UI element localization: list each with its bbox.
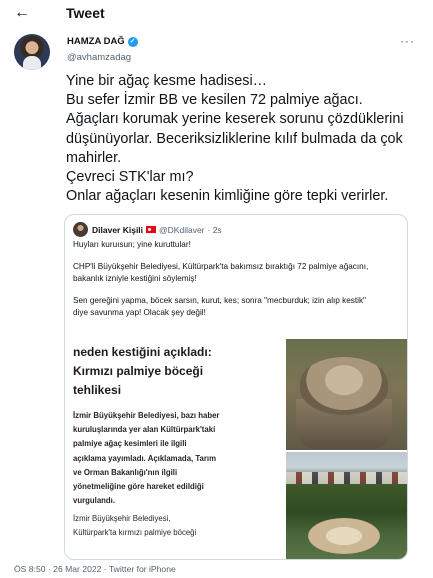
tweet-header xyxy=(0,0,433,26)
news-lead-line: kuruluşlarında yer alan Kültürpark'taki xyxy=(73,425,216,435)
stump-photo-top[interactable] xyxy=(286,339,408,450)
tweet-line: Çevreci STK'lar mı? xyxy=(66,168,194,185)
news-lead-line: ve Orman Bakanlığı'nın ilgili xyxy=(73,467,178,477)
parked-cars xyxy=(286,472,408,484)
page-title: Tweet xyxy=(66,5,105,21)
author-handle[interactable]: @avhamzadag xyxy=(67,52,132,63)
news-headline-line: tehlikesi xyxy=(73,383,122,397)
tweet-line: mahirler. xyxy=(66,149,122,166)
tweet-text xyxy=(66,72,426,206)
quoted-paragraph: Sen gereğini yapma, böcek sarsın, kurut, kes; sonra "mecburduk; izin alıp kestik" diye savunma yap! Olacak şey değil! xyxy=(73,296,366,317)
more-icon[interactable]: ··· xyxy=(400,34,415,48)
news-lead-line: yönetmeliğine göre hareket edildiği xyxy=(73,482,204,492)
news-lead-line: palmiye ağaç kesimleri ile ilgili xyxy=(73,439,187,449)
avatar[interactable] xyxy=(14,34,50,70)
quoted-tweet[interactable] xyxy=(64,214,408,560)
tweet-line: Onlar ağaçları kesenin kimliğine göre tepki verirler. xyxy=(66,188,389,205)
author-name[interactable] xyxy=(67,36,287,47)
quoted-tweet-text xyxy=(73,239,401,329)
news-lead-line: İzmir Büyükşehir Belediyesi, bazı haber xyxy=(73,411,220,420)
stump-cut-surface xyxy=(308,518,380,554)
news-body xyxy=(73,512,284,539)
news-headline-line: neden kestiğini açıkladı: xyxy=(73,345,212,359)
quoted-author-name[interactable]: Dilaver Kişili xyxy=(92,224,144,235)
tweet-line: Ağaçları korumak yerine keserek sorunu çözdüklerini xyxy=(66,111,404,128)
stump-photo-bottom[interactable] xyxy=(286,452,408,560)
tweet-author[interactable] xyxy=(14,34,136,70)
news-lead-line: açıklama yayımladı. Açıklamada, Tarım xyxy=(73,453,217,463)
quoted-paragraph: CHP'li Büyükşehir Belediyesi, Kültürpark'ta bakımsız bıraktığı 72 palmiye ağacını, bakanlık izniyle kestiğini söylemiş! xyxy=(73,262,369,283)
news-body-line: İzmir Büyükşehir Belediyesi, xyxy=(73,514,171,524)
tweet-line: düşünüyorlar. Beceriksizliklerine kılıf bulmada da çok xyxy=(66,130,403,147)
news-headline-line: Kırmızı palmiye böceği xyxy=(73,364,204,378)
arrow-left-icon[interactable]: ← xyxy=(14,4,30,21)
news-body-line: Kültürpark'ta kırmızı palmiye böceği xyxy=(73,528,197,538)
tweet-timestamp[interactable]: ÖS 8:50 · 26 Mar 2022 · Twitter for iPhone xyxy=(14,564,176,574)
quoted-paragraph: Huyları kuruısun; yine kuruttular! xyxy=(73,240,191,249)
tweet-line: Yine bir ağaç kesme hadisesi… xyxy=(66,73,268,89)
author-display-name[interactable]: HAMZA DAĞ xyxy=(67,36,125,47)
turkey-flag-icon xyxy=(146,226,156,233)
news-lead-line: vurgulandı. xyxy=(73,496,116,506)
quoted-avatar[interactable] xyxy=(73,222,88,237)
tweet-line: Bu sefer İzmir BB ve kesilen 72 palmiye ağacı. xyxy=(66,92,363,109)
news-screenshot[interactable] xyxy=(65,339,284,560)
news-lead xyxy=(73,409,284,508)
quoted-media[interactable] xyxy=(65,339,408,560)
quoted-tweet-header xyxy=(73,222,222,237)
verified-badge-icon: ✓ xyxy=(128,37,138,47)
author-name-block xyxy=(67,34,287,63)
stump-top xyxy=(300,357,388,415)
quoted-author-handle[interactable]: @DKdilaver xyxy=(159,224,205,235)
quoted-time[interactable]: · 2s xyxy=(207,224,222,235)
